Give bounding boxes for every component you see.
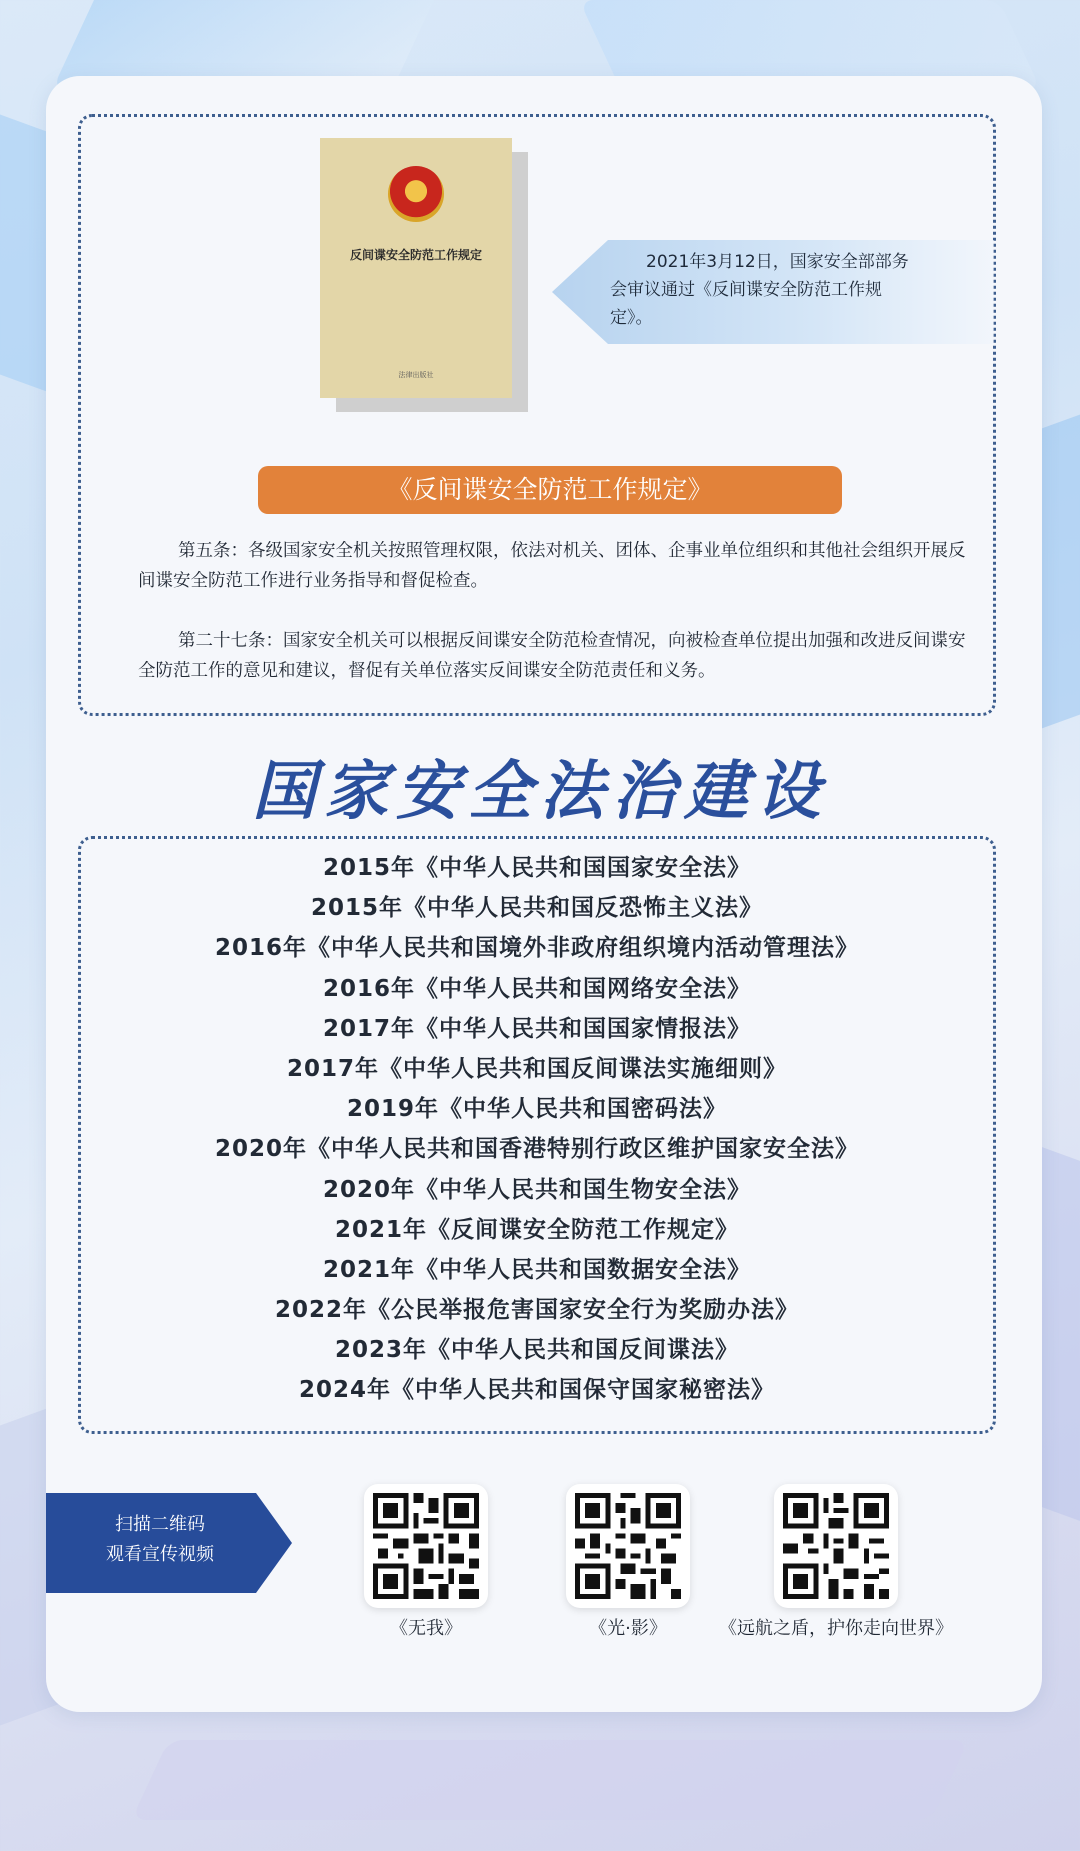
laws-list <box>78 848 996 1411</box>
law-item: 2017年《中华人民共和国反间谍法实施细则》 <box>286 1055 787 1082</box>
qr-code-wuwo[interactable] <box>364 1484 488 1608</box>
scan-line-2: 观看宣传视频 <box>106 1544 214 1565</box>
section-title: 国家安全法治建设 <box>252 754 828 829</box>
law-item: 2023年《中华人民共和国反间谍法》 <box>334 1337 739 1364</box>
regulation-book-cover <box>320 138 512 398</box>
regulation-banner: 《反间谍安全防范工作规定》 <box>258 466 842 514</box>
qr-code-icon <box>575 1493 681 1599</box>
law-item: 2022年《公民举报危害国家安全行为奖励办法》 <box>274 1297 799 1324</box>
law-item: 2015年《中华人民共和国国家安全法》 <box>322 855 751 881</box>
video-caption-guangying: 《光·影》 <box>589 1618 667 1639</box>
law-item: 2020年《中华人民共和国生物安全法》 <box>322 1176 751 1203</box>
qr-code-icon <box>783 1493 889 1599</box>
book-publisher: 法律出版社 <box>398 371 434 379</box>
law-item: 2017年《中华人民共和国国家情报法》 <box>322 1015 751 1042</box>
scan-prompt <box>80 1510 240 1570</box>
qr-code-guangying[interactable] <box>566 1484 690 1608</box>
law-item: 2021年《中华人民共和国数据安全法》 <box>322 1256 751 1283</box>
law-item: 2016年《中华人民共和国境外非政府组织境内活动管理法》 <box>214 935 859 962</box>
law-item: 2020年《中华人民共和国香港特别行政区维护国家安全法》 <box>214 1136 859 1163</box>
video-caption-yuanhang: 《远航之盾，护你走向世界》 <box>719 1618 953 1639</box>
qr-code-yuanhang[interactable] <box>774 1484 898 1608</box>
law-item: 2015年《中华人民共和国反恐怖主义法》 <box>310 895 763 922</box>
law-item: 2019年《中华人民共和国密码法》 <box>346 1096 727 1123</box>
law-item: 2024年《中华人民共和国保守国家秘密法》 <box>298 1377 775 1404</box>
scan-line-1: 扫描二维码 <box>115 1514 205 1535</box>
background-shape <box>131 1740 968 1820</box>
national-emblem-icon <box>388 166 444 222</box>
callout-text: 2021年3月12日，国家安全部部务会审议通过《反间谍安全防范工作规定》。 <box>610 252 909 328</box>
article-five: 第五条：各级国家安全机关按照管理权限，依法对机关、团体、企事业单位组织和其他社会组织开展反间谍安全防范工作进行业务指导和督促检查。 <box>138 541 966 591</box>
law-item: 2021年《反间谍安全防范工作规定》 <box>334 1216 739 1243</box>
book-title: 反间谍安全防范工作规定 <box>349 248 482 262</box>
law-item: 2016年《中华人民共和国网络安全法》 <box>322 975 751 1002</box>
qr-code-icon <box>373 1493 479 1599</box>
article-twenty-seven: 第二十七条：国家安全机关可以根据反间谍安全防范检查情况，向被检查单位提出加强和改进反间谍安全防范工作的意见和建议，督促有关单位落实反间谍安全防范责任和义务。 <box>138 631 966 681</box>
video-caption-wuwo: 《无我》 <box>390 1618 462 1639</box>
